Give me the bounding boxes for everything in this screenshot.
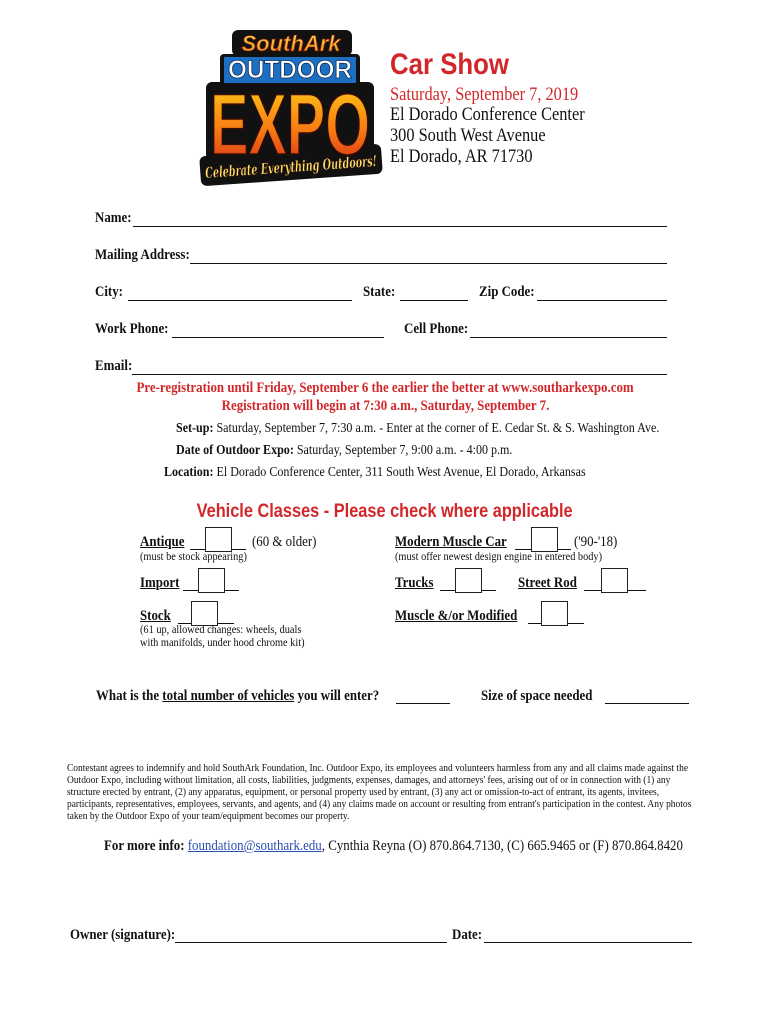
stock-label: Stock [140,608,171,624]
space-size-label: Size of space needed [481,688,593,704]
total-vehicles-emphasis: total number of vehicles [162,688,295,704]
email-field[interactable] [95,358,138,375]
page-title: Car Show [390,48,509,81]
venue-name: El Dorado Conference Center [390,104,585,125]
work-phone-field[interactable] [95,321,180,338]
logo-brand-main: EXPO [210,77,370,173]
contact-info [104,838,770,855]
event-date: Saturday, September 7, 2019 [390,84,579,105]
muscle-modified-label: Muscle &/or Modified [395,608,518,624]
mailing-label: Mailing Address: [95,247,190,263]
logo-tagline: Celebrate Everything [204,151,384,182]
mailing-field[interactable] [95,247,205,264]
email-label: Email: [95,358,133,374]
name-line[interactable] [133,226,667,227]
cell-phone-label: Cell Phone: [404,321,469,337]
expo-date-text: Saturday, September 7, 9:00 a.m. - 4:00 p.m. [296,443,513,458]
space-size-line[interactable] [605,703,689,704]
modern-muscle-sub: (must offer newest design engine in entered body) [395,549,603,563]
antique-label: Antique [140,534,185,550]
state-line[interactable] [400,300,468,301]
location-info [164,465,654,481]
mailing-line[interactable] [190,263,667,264]
preregistration-notice: Pre-registration until Friday, September 6 the earlier the better at www.southarkexpo.com [136,380,634,396]
expo-date-info [176,443,567,459]
trucks-label: Trucks [395,575,434,591]
setup-info [176,421,738,437]
total-vehicles-line[interactable] [396,703,450,704]
contact-label: For more info: [104,838,185,854]
contact-phones: , Cynthia Reyna (O) 870.864.7130, (C) 665.9465 or (F) 870.864.8420 [321,838,683,854]
zip-line[interactable] [537,300,667,301]
street-rod-checkbox[interactable] [601,568,628,593]
setup-label: Set-up: [176,421,214,436]
antique-sub: (must be stock appearing) [140,549,247,563]
antique-note: (60 & older) [252,534,317,550]
logo-brand-top: SouthArk [241,31,341,56]
venue-city: El Dorado, AR 71730 [390,146,533,167]
registration-start-notice: Registration will begin at 7:30 a.m., Saturday, September 7. [221,398,549,414]
logo-brand-mid: OUTDOOR [228,56,352,84]
contact-email-link[interactable]: foundation@southark.edu [187,838,322,854]
event-address [390,104,616,167]
venue-street: 300 South West Avenue [390,125,546,146]
state-field[interactable] [363,284,401,301]
stock-sub: (61 up, allowed changes: wheels, duals with manifolds, under hood chrome kit) [140,622,305,649]
liability-disclaimer: Contestant agrees to indemnify and hold SouthArk Foundation, Inc. Outdoor Expo, its employees and volunteers harmless from any and all claims made against the Outdoor Expo, including without limitation, all costs, liabilities, judgments, expenses, damages, and attorneys' fees, arising out of or in connection with (1) any structure erected by entrant, (2) any apparatus, equipment, or personal property used by entrant, (3) any act or omission-to-act of entrant, its agents, invitees, participants, representatives, employees, servants, and agents, and (4) any claims made on account or resulting from entrant's participation in the contest. Any photos taken by the Outdoor Expo of your team/equipment becomes our property. [67,762,692,822]
vehicle-classes-heading: Vehicle Classes - Please check where applicable [196,501,574,522]
cell-phone-field[interactable] [404,321,479,338]
name-field[interactable] [95,210,137,227]
cell-phone-line[interactable] [470,337,667,338]
muscle-modified-checkbox[interactable] [541,601,568,626]
location-text: El Dorado Conference Center, 311 South West Avenue, El Dorado, Arkansas [216,465,586,480]
trucks-checkbox[interactable] [455,568,482,593]
email-line[interactable] [132,374,667,375]
work-phone-line[interactable] [172,337,384,338]
owner-signature-line[interactable] [175,942,447,943]
city-line[interactable] [128,300,352,301]
date-line[interactable] [484,942,692,943]
modern-muscle-note: ('90-'18) [574,534,618,550]
name-label: Name: [95,210,132,226]
setup-text: Saturday, September 7, 7:30 a.m. - Enter at the corner of E. Cedar St. & S. Washington Ave. [216,421,660,436]
work-phone-label: Work Phone: [95,321,169,337]
zip-field[interactable] [479,284,544,301]
zip-label: Zip Code: [479,284,535,300]
modern-muscle-label: Modern Muscle Car [395,534,507,550]
date-label: Date: [452,927,483,943]
state-label: State: [363,284,396,300]
street-rod-label: Street Rod [518,575,577,591]
city-label: City: [95,284,123,300]
city-field[interactable] [95,284,128,301]
import-label: Import [140,575,180,591]
owner-signature-label: Owner (signature): [70,927,176,943]
import-checkbox[interactable] [198,568,225,593]
total-vehicles-question: What is the total number of vehicles you will enter? [96,688,380,704]
location-label: Location: [164,465,214,480]
expo-date-label: Date of Outdoor Expo: [176,443,294,458]
expo-logo [196,26,386,186]
logo-graphic [196,26,386,186]
